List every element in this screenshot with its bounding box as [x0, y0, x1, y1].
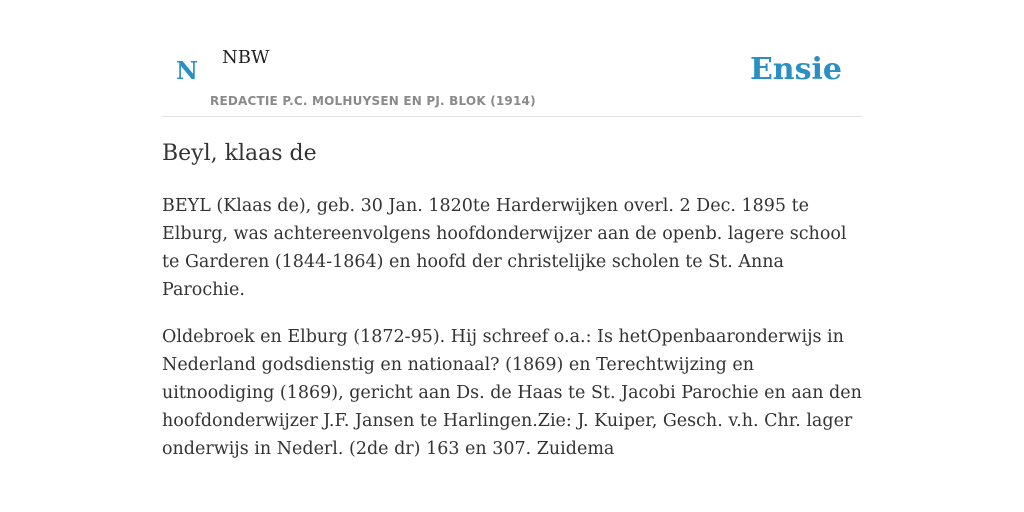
entry-paragraph: Oldebroek en Elburg (1872-95). Hij schreef o.a.: Is hetOpenbaaronderwijs in Nederland godsdienstig en nationaal? (1869) en Terechtwijzing en uitnoodiging (1869), gericht aan Ds. de Haas te St. Jacobi Parochie en aan den hoofdonderwijzer J.F. Jansen te Harlingen.Zie: J. Kuiper, Gesch. v.h. Chr. lager onderwijs in Nederl. (2de dr) 163 en 307. Zuidema: [162, 327, 862, 459]
entry-title: Beyl, klaas de: [162, 141, 317, 166]
entry-paragraph: BEYL (Klaas de), geb. 30 Jan. 1820te Harderwijken overl. 2 Dec. 1895 te Elburg, was achtereenvolgens hoofdonderwijzer aan de openb. lagere school te Garderen (1844-1864) en hoofd der christelijke scholen te St. Anna Parochie.: [162, 196, 847, 300]
entry-content: [162, 138, 862, 482]
work-subtitle: REDACTIE P.C. MOLHUYSEN EN PJ. BLOK (1914): [210, 94, 536, 108]
brand-logo-link[interactable]: Ensie: [749, 52, 842, 87]
work-logo[interactable]: N: [176, 56, 198, 85]
header: [162, 0, 862, 117]
work-title-link[interactable]: NBW: [222, 47, 270, 68]
